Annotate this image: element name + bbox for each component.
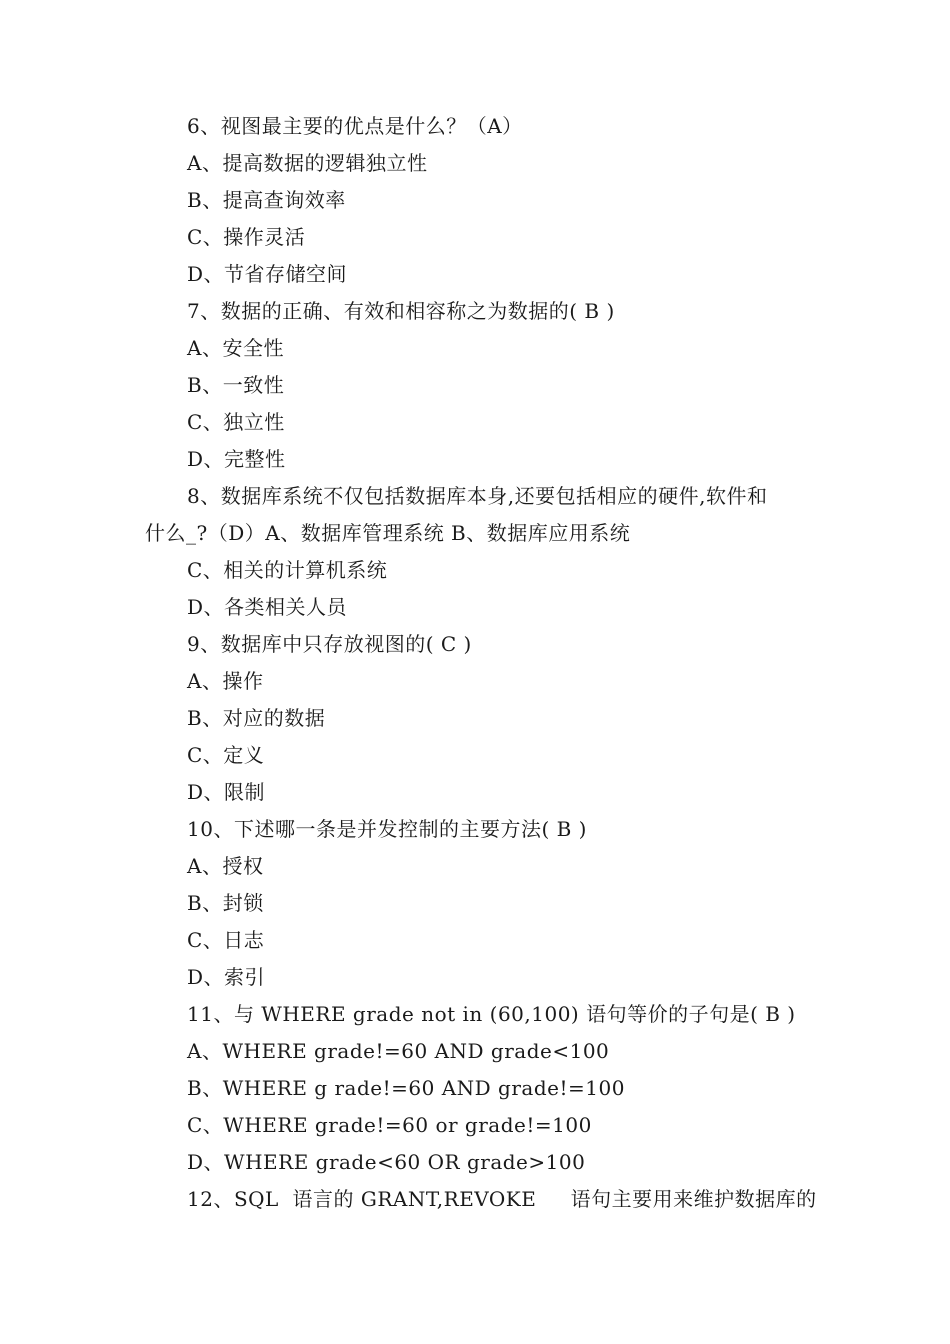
option-b: B、对应的数据 — [187, 706, 326, 730]
option-c: C、日志 — [187, 928, 265, 952]
question-10: 10、下述哪一条是并发控制的主要方法( B ) — [187, 817, 587, 841]
option-a: A、授权 — [187, 854, 264, 878]
question-9: 9、数据库中只存放视图的( C ) — [187, 632, 472, 656]
option-d: D、WHERE grade<60 OR grade>100 — [187, 1150, 586, 1174]
option-d: D、索引 — [187, 965, 266, 989]
option-b: B、封锁 — [187, 891, 264, 915]
option-a: A、提高数据的逻辑独立性 — [187, 151, 428, 175]
option-a: A、安全性 — [187, 336, 284, 360]
question-8-continued: 什么_?（D）A、数据库管理系统 B、数据库应用系统 — [145, 521, 631, 545]
option-c: C、WHERE grade!=60 or grade!=100 — [187, 1113, 592, 1137]
option-b: B、WHERE g rade!=60 AND grade!=100 — [187, 1076, 625, 1100]
question-11: 11、与 WHERE grade not in (60,100) 语句等价的子句是( B ) — [187, 1002, 796, 1026]
question-7: 7、数据的正确、有效和相容称之为数据的( B ) — [187, 299, 615, 323]
option-c: C、独立性 — [187, 410, 285, 434]
option-c: C、相关的计算机系统 — [187, 558, 388, 582]
option-d: D、各类相关人员 — [187, 595, 348, 619]
option-b: B、提高查询效率 — [187, 188, 346, 212]
option-d: D、完整性 — [187, 447, 286, 471]
option-c: C、操作灵活 — [187, 225, 306, 249]
question-8: 8、数据库系统不仅包括数据库本身,还要包括相应的硬件,软件和 — [187, 484, 768, 508]
question-12: 12、SQL 语言的 GRANT,REVOKE 语句主要用来维护数据库的 — [187, 1187, 817, 1211]
option-d: D、节省存储空间 — [187, 262, 348, 286]
question-6: 6、视图最主要的优点是什么？（A） — [187, 114, 523, 138]
option-a: A、WHERE grade!=60 AND grade<100 — [187, 1039, 610, 1063]
option-d: D、限制 — [187, 780, 266, 804]
option-b: B、一致性 — [187, 373, 285, 397]
option-c: C、定义 — [187, 743, 265, 767]
option-a: A、操作 — [187, 669, 264, 693]
